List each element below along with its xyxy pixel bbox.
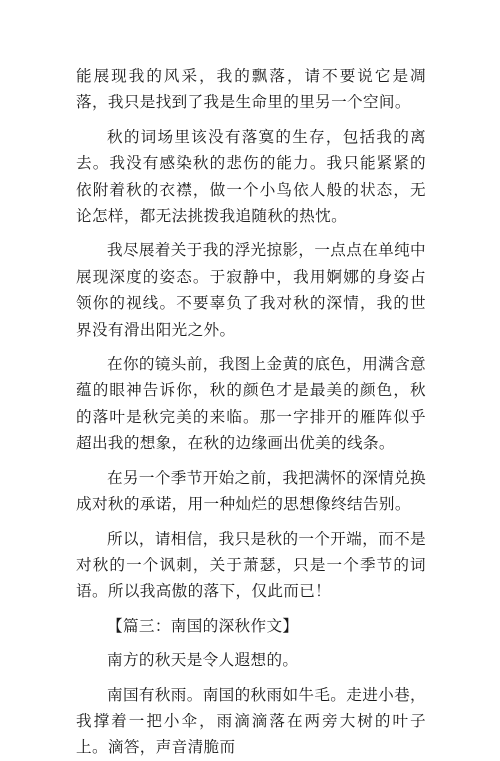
paragraph-2: 秋的词场里该没有落寞的生存，包括我的离去。我没有感染秋的悲伤的能力。我只能紧紧的依附着秋的衣襟，做一个小鸟依人般的状态，无论怎样，都无法挑拨我追随秋的热忱。 bbox=[76, 127, 426, 226]
paragraph-1: 能展现我的风采，我的飘落，请不要说它是凋落，我只是找到了我是生命里的里另一个空间。 bbox=[76, 67, 426, 112]
paragraph-3: 我尽展着关于我的浮光掠影，一点点在单纯中展现深度的姿态。于寂静中，我用婀娜的身姿占领你的视线。不要辜负了我对秋的深情，我的世界没有滑出阳光之外。 bbox=[76, 241, 426, 339]
paragraph-4: 在你的镜头前，我图上金黄的底色，用满含意蕴的眼神告诉你，秋的颜色才是最美的颜色，秋的落叶是秋完美的来临。那一字排开的雁阵似乎超出我的想象，在秋的边缘画出优美的线条。 bbox=[76, 355, 426, 453]
paragraph-6: 所以，请相信，我只是秋的一个开端，而不是对秋的一个讽刺，关于萧瑟，只是一个季节的词语。所以我高傲的落下，仅此而已！ bbox=[76, 529, 426, 601]
paragraph-8: 南国有秋雨。南国的秋雨如牛毛。走进小巷，我撑着一把小伞，雨滴滴落在两旁大树的叶子上。滴答，声音清脆而 bbox=[76, 685, 426, 757]
document-body bbox=[76, 63, 426, 761]
paragraph-5: 在另一个季节开始之前，我把满怀的深情兑换成对秋的承诺，用一种灿烂的思想像终结告别。 bbox=[76, 468, 426, 514]
paragraph-7: 南方的秋天是令人遐想的。 bbox=[107, 651, 299, 670]
section-heading: 【篇三：南国的深秋作文】 bbox=[107, 616, 299, 635]
